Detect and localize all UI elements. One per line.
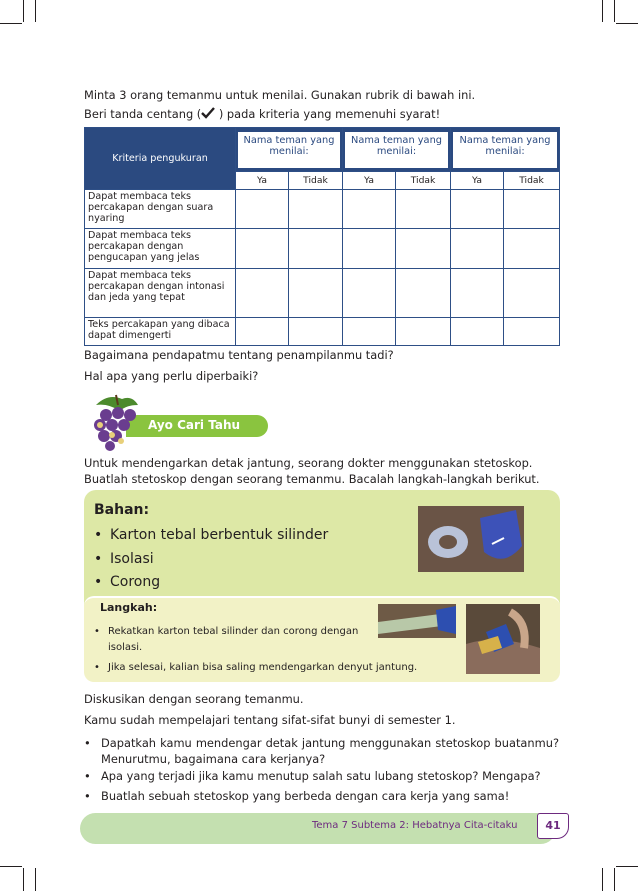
criteria-header: Kriteria pengukuran [85, 128, 236, 190]
bullet-icon: • [94, 574, 103, 590]
check-cell[interactable] [451, 269, 504, 318]
check-cell[interactable] [451, 229, 504, 269]
discussion-text: Diskusikan dengan seorang temanmu. [84, 692, 304, 706]
yes-column-header: Ya [236, 172, 289, 190]
list-item [94, 660, 464, 676]
stethoscope-use-photo [466, 604, 540, 674]
criteria-cell: Dapat membaca teks percakapan dengan suara nyaring [85, 190, 236, 229]
step-text: Jika selesai, kalian bisa saling mendengarkan denyut jantung. [108, 662, 418, 673]
evaluator-label: Nama teman yang menilai: [453, 132, 557, 168]
evaluator-header-1 [236, 128, 343, 172]
check-cell[interactable] [504, 190, 560, 229]
bullet-icon: • [94, 662, 100, 673]
discussion-question: Buatlah sebuah stetoskop yang berbeda dengan cara kerja yang sama! [101, 789, 510, 803]
yes-column-header: Ya [451, 172, 504, 190]
material-label: Corong [110, 574, 161, 590]
check-cell[interactable] [236, 190, 289, 229]
check-cell[interactable] [289, 229, 343, 269]
bullet-icon: • [94, 626, 100, 637]
list-item [94, 574, 160, 590]
tape-roll-photo [418, 506, 524, 572]
bullet-icon: • [94, 551, 103, 567]
check-cell[interactable] [343, 318, 396, 346]
check-cell[interactable] [396, 229, 451, 269]
step-text: Rekatkan karton tebal silinder dan corong dengan isolasi. [108, 626, 359, 653]
material-label: Isolasi [110, 551, 154, 567]
grape-illustration [86, 391, 144, 451]
evaluator-header-3 [451, 128, 560, 172]
list-item [84, 788, 559, 804]
check-cell[interactable] [451, 318, 504, 346]
evaluator-header-2 [343, 128, 451, 172]
ayo-cari-tahu-header [86, 391, 256, 453]
bullet-icon: • [84, 769, 91, 783]
yes-column-header: Ya [343, 172, 396, 190]
bullet-icon: • [94, 527, 103, 543]
material-label: Karton tebal berbentuk silinder [110, 527, 329, 543]
activity-intro: Buatlah stetoskop dengan seorang temanmu. Bacalah langkah-langkah berikut. [84, 472, 540, 486]
steps-title: Langkah: [100, 601, 158, 614]
evaluator-label: Nama teman yang menilai: [238, 132, 340, 168]
check-cell[interactable] [343, 229, 396, 269]
no-column-header: Tidak [289, 172, 343, 190]
bullet-icon: • [84, 736, 91, 750]
list-item [84, 735, 559, 767]
list-item [84, 768, 559, 784]
page-number: 41 [537, 813, 569, 839]
criteria-cell: Dapat membaca teks percakapan dengan intonasi dan jeda yang tepat [85, 269, 236, 318]
no-column-header: Tidak [396, 172, 451, 190]
criteria-cell: Teks percakapan yang dibaca dapat dimengerti [85, 318, 236, 346]
checkmark-icon [201, 107, 215, 119]
check-cell[interactable] [396, 269, 451, 318]
check-cell[interactable] [396, 190, 451, 229]
list-item [94, 551, 154, 567]
instruction-text-before: Beri tanda centang ( [84, 107, 202, 121]
table-row [85, 269, 560, 318]
discussion-question: Dapatkah kamu mendengar detak jantung menggunakan stetoskop buatanmu? Menurutmu, bagaimana cara kerjanya? [101, 736, 559, 766]
check-cell[interactable] [504, 269, 560, 318]
check-cell[interactable] [289, 269, 343, 318]
check-cell[interactable] [396, 318, 451, 346]
check-cell[interactable] [236, 229, 289, 269]
evaluator-label: Nama teman yang menilai: [345, 132, 448, 168]
check-cell[interactable] [236, 318, 289, 346]
no-column-header: Tidak [504, 172, 560, 190]
stethoscope-tube-photo [378, 604, 456, 638]
criteria-cell: Dapat membaca teks percakapan dengan pengucapan yang jelas [85, 229, 236, 269]
footer-title: Tema 7 Subtema 2: Hebatnya Cita-citaku [312, 820, 518, 831]
check-cell[interactable] [289, 190, 343, 229]
instruction-text-after: ) pada kriteria yang memenuhi syarat! [215, 107, 441, 121]
table-row [85, 190, 560, 229]
reflection-question: Bagaimana pendapatmu tentang penampilanmu tadi? [84, 348, 394, 362]
table-row [85, 229, 560, 269]
rubric-table [84, 127, 560, 346]
check-cell[interactable] [236, 269, 289, 318]
section-title: Ayo Cari Tahu [148, 418, 241, 432]
check-cell[interactable] [289, 318, 343, 346]
list-item [94, 624, 376, 656]
reflection-question: Hal apa yang perlu diperbaiki? [84, 369, 259, 383]
check-cell[interactable] [504, 318, 560, 346]
instruction-line: Minta 3 orang temanmu untuk menilai. Gunakan rubrik di bawah ini. [84, 88, 476, 102]
discussion-text: Kamu sudah mempelajari tentang sifat-sifat bunyi di semester 1. [84, 713, 456, 727]
check-cell[interactable] [504, 229, 560, 269]
activity-intro: Untuk mendengarkan detak jantung, seorang dokter menggunakan stetoskop. [84, 456, 533, 470]
check-cell[interactable] [343, 190, 396, 229]
bullet-icon: • [84, 789, 91, 803]
instruction-checkmark-line [84, 107, 440, 121]
discussion-question: Apa yang terjadi jika kamu menutup salah satu lubang stetoskop? Mengapa? [101, 769, 541, 783]
table-row [85, 318, 560, 346]
list-item [94, 527, 328, 543]
materials-title: Bahan: [94, 502, 150, 518]
check-cell[interactable] [451, 190, 504, 229]
check-cell[interactable] [343, 269, 396, 318]
